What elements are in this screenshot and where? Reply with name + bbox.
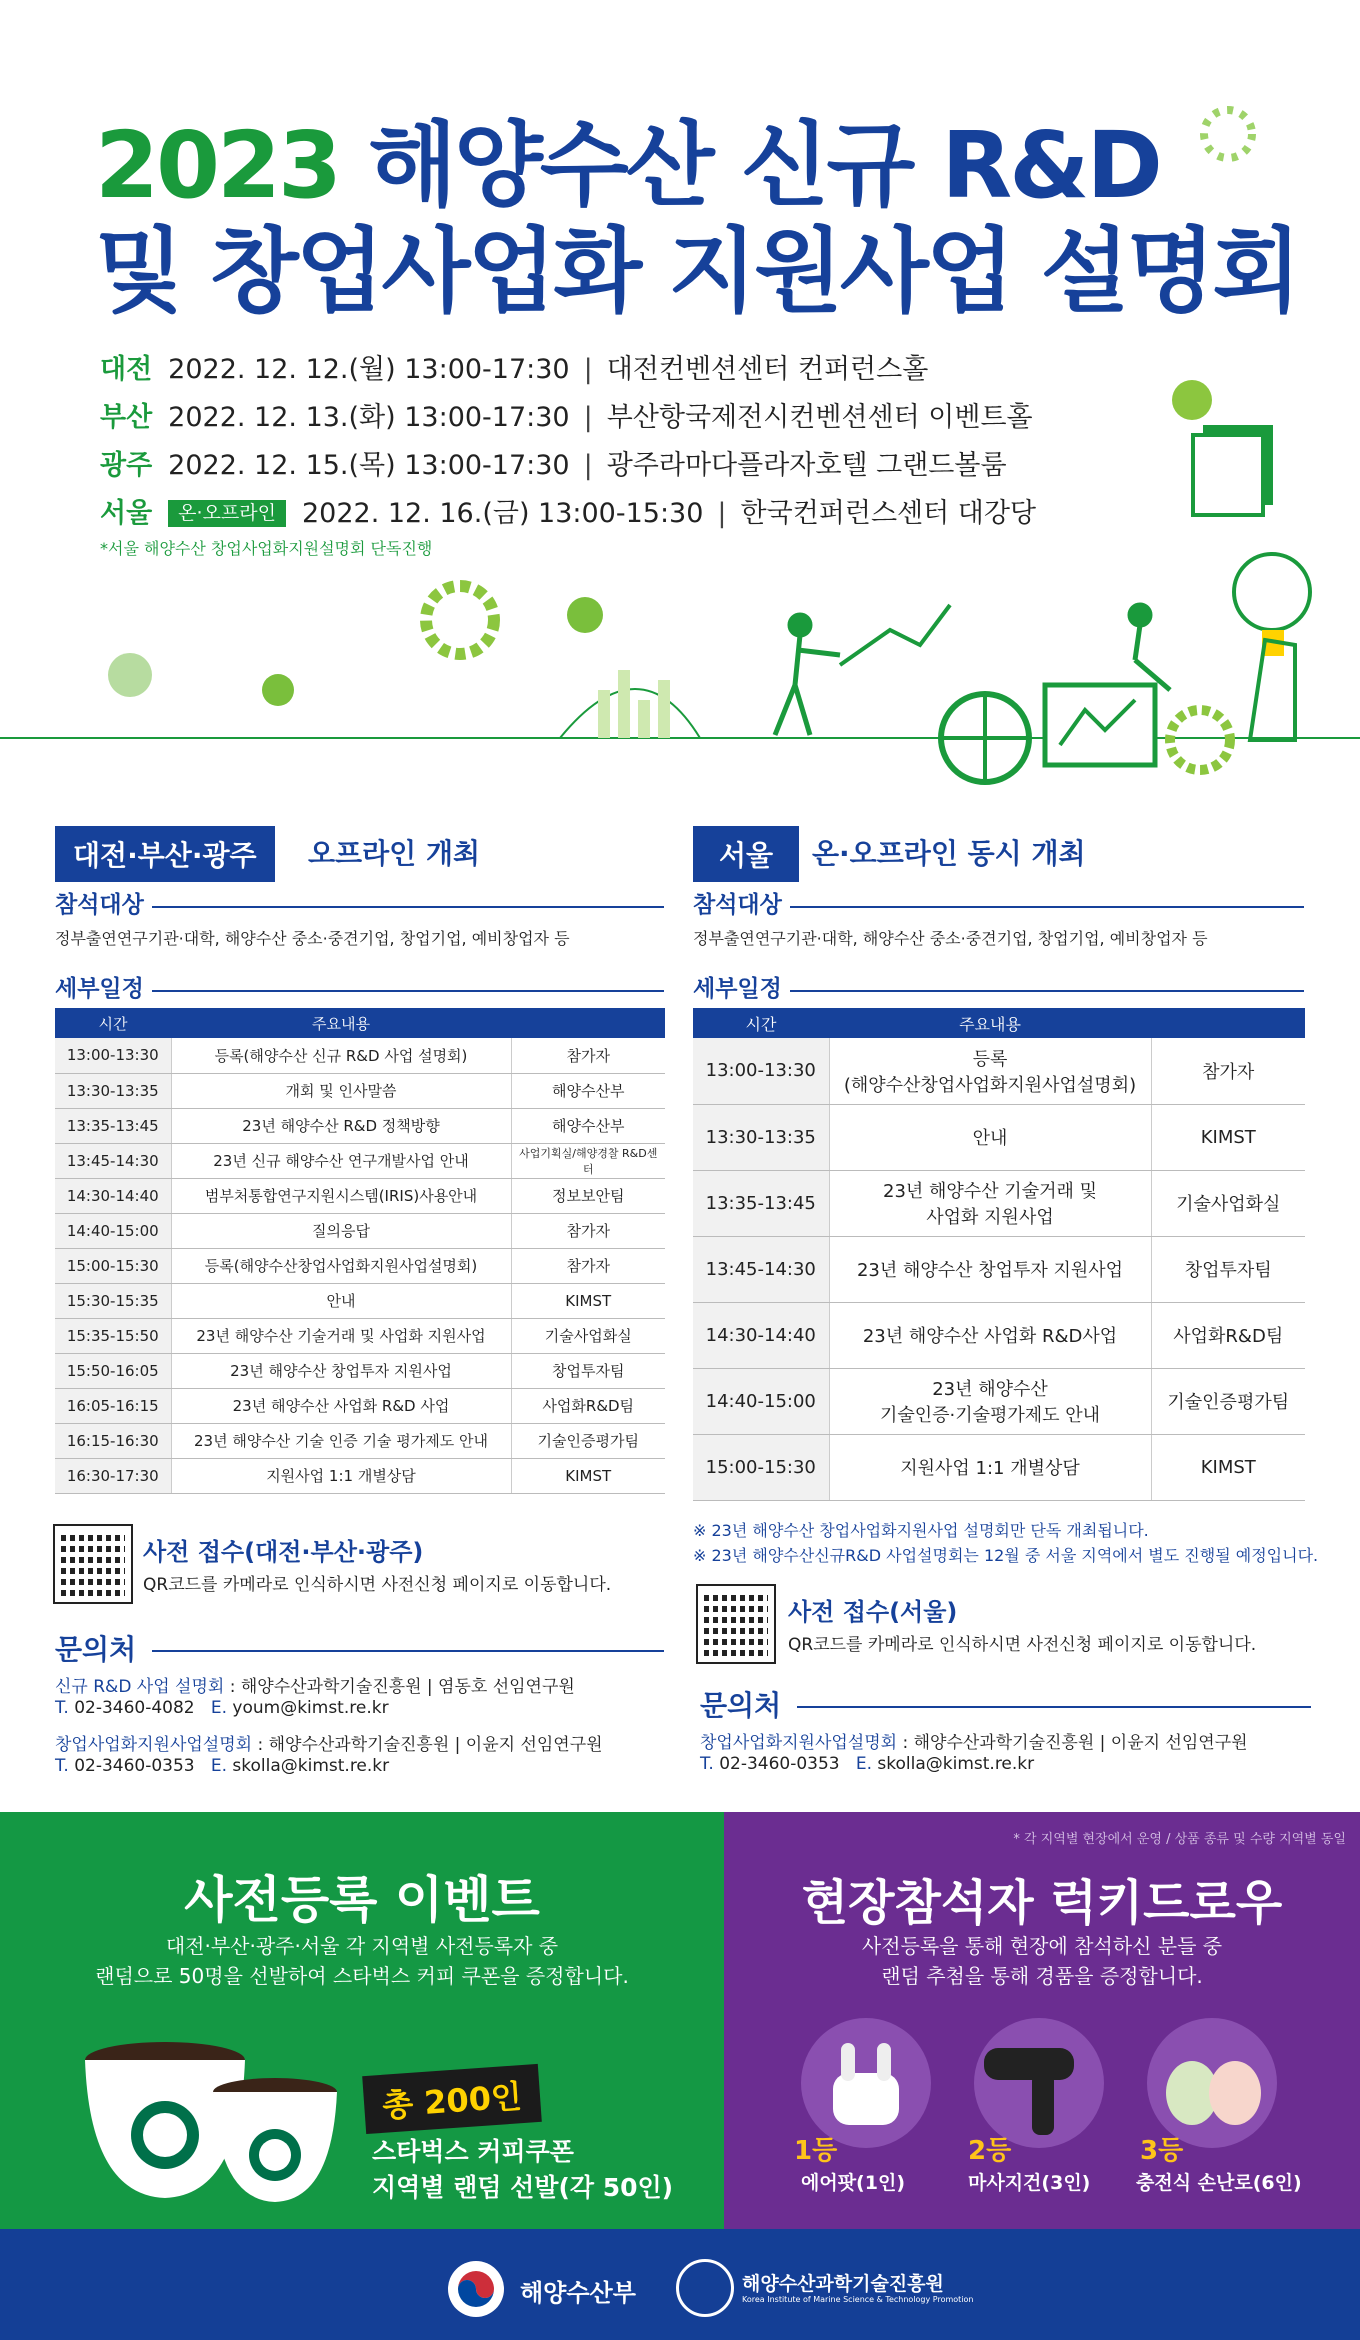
title-year: 2023 — [95, 112, 340, 219]
seoul-note: *서울 해양수산 창업사업화지원설명회 단독진행 — [100, 539, 433, 558]
cell-content: 지원사업 1:1 개별상담 — [171, 1458, 511, 1493]
right-qr-text: QR코드를 카메라로 인식하시면 사전신청 페이지로 이동합니다. — [788, 1635, 1257, 1655]
email-link[interactable]: youm@kimst.re.kr — [232, 1698, 389, 1718]
schedule-venue: 한국컨퍼런스센터 대강당 — [740, 498, 1037, 529]
cell-owner: 참가자 — [1151, 1038, 1305, 1104]
cell-content: 23년 해양수산 사업화 R&D 사업 — [171, 1388, 511, 1423]
table-row — [55, 1283, 665, 1318]
event-title: 사전등록 이벤트 — [184, 1871, 540, 1929]
cell-content: 안내 — [829, 1104, 1151, 1170]
table-row — [55, 1423, 665, 1458]
col-time: 시간 — [55, 1008, 171, 1038]
contact-org: 신규 R&D 사업 설명회 — [55, 1677, 225, 1697]
prize-rank-3: 3등 — [1140, 2136, 1184, 2166]
cell-owner: 해양수산부 — [511, 1108, 665, 1143]
divider — [152, 1650, 664, 1652]
mof-logo-icon — [448, 2261, 504, 2317]
cell-owner: 사업화R&D팀 — [511, 1388, 665, 1423]
contact-startup-phone — [55, 1756, 389, 1776]
cell-owner: 참가자 — [511, 1038, 665, 1073]
cell-content: 지원사업 1:1 개별상담 — [829, 1434, 1151, 1500]
city-label: 서울 — [100, 498, 153, 529]
prize-name-3: 충전식 손난로(6인) — [1136, 2172, 1302, 2194]
prize-line2: 지역별 랜덤 선발(각 50인) — [372, 2173, 674, 2202]
contact-rnd-phone — [55, 1698, 389, 1718]
tel-label: T. — [55, 1756, 69, 1776]
col-content: 주요내용 — [829, 1008, 1151, 1038]
city-label: 부산 — [100, 402, 153, 433]
left-target-text: 정부출연연구기관·대학, 해양수산 중소·중견기업, 창업기업, 예비창업자 등 — [55, 929, 570, 948]
lucky-draw-sub1: 사전등록을 통해 현장에 참석하신 분들 중 — [861, 1934, 1223, 1958]
cell-time: 13:35-13:45 — [693, 1170, 829, 1236]
separator: | — [717, 498, 727, 529]
contact-detail: : 해양수산과학기술진흥원 | 이윤지 선임연구원 — [252, 1735, 603, 1755]
table-row — [55, 1073, 665, 1108]
table-row — [55, 1353, 665, 1388]
cell-content: 등록 (해양수산창업사업화지원사업설명회) — [829, 1038, 1151, 1104]
cell-owner: 정보보안팀 — [511, 1178, 665, 1213]
cell-time: 13:00-13:30 — [55, 1038, 171, 1073]
cell-time: 14:40-15:00 — [55, 1213, 171, 1248]
table-row — [693, 1368, 1305, 1434]
cell-time: 15:50-16:05 — [55, 1353, 171, 1388]
left-qr-text: QR코드를 카메라로 인식하시면 사전신청 페이지로 이동합니다. — [143, 1575, 612, 1595]
lucky-draw-note: * 각 지역별 현장에서 운영 / 상품 종류 및 수량 지역별 동일 — [1013, 1832, 1346, 1847]
total-tag-text: 총 200인 — [380, 2077, 524, 2125]
airpods-image — [801, 2018, 931, 2148]
kimst-name-en: Korea Institute of Marine Science & Technology Promotion — [742, 2295, 974, 2304]
right-qr-code[interactable] — [698, 1586, 774, 1662]
cell-content: 질의응답 — [171, 1213, 511, 1248]
left-qr-title: 사전 접수(대전·부산·광주) — [143, 1538, 424, 1566]
cell-owner: KIMST — [1151, 1434, 1305, 1500]
separator: | — [583, 354, 593, 385]
cell-owner: 참가자 — [511, 1213, 665, 1248]
contact-startup — [55, 1730, 603, 1755]
contact-org: 창업사업화지원사업설명회 — [55, 1735, 253, 1755]
preregistration-event-panel — [0, 1812, 724, 2229]
coffee-cups-image — [80, 2030, 360, 2210]
cell-content: 23년 해양수산 사업화 R&D사업 — [829, 1302, 1151, 1368]
prize-rank-2: 2등 — [968, 2136, 1012, 2166]
cell-time: 14:30-14:40 — [693, 1302, 829, 1368]
lucky-draw-title: 현장참석자 럭키드로우 — [801, 1875, 1283, 1931]
header-illustration — [0, 100, 1360, 820]
tel: 02-3460-0353 — [74, 1756, 195, 1776]
cell-owner: 창업투자팀 — [1151, 1236, 1305, 1302]
tel: 02-3460-0353 — [719, 1754, 840, 1774]
contact-seoul-phone — [700, 1754, 1034, 1774]
cell-content: 23년 해양수산 R&D 정책방향 — [171, 1108, 511, 1143]
event-sub2: 랜덤으로 50명을 선발하여 스타벅스 커피 쿠폰을 증정합니다. — [95, 1964, 629, 1988]
cell-content: 등록(해양수산 신규 R&D 사업 설명회) — [171, 1038, 511, 1073]
cell-owner: 기술인증평가팀 — [1151, 1368, 1305, 1434]
separator: | — [583, 450, 593, 481]
left-schedule-label: 세부일정 — [55, 976, 144, 1002]
cell-owner: KIMST — [511, 1283, 665, 1318]
right-schedule-table — [693, 1008, 1305, 1501]
cell-owner: 기술인증평가팀 — [511, 1423, 665, 1458]
main-title-line2: 및 창업사업화 지원사업 설명회 — [95, 218, 1299, 325]
col-owner — [511, 1008, 665, 1038]
cell-time: 13:35-13:45 — [55, 1108, 171, 1143]
cell-time: 13:30-13:35 — [55, 1073, 171, 1108]
tel-label: T. — [700, 1754, 714, 1774]
email-label: E. — [210, 1698, 227, 1718]
cell-time: 14:40-15:00 — [693, 1368, 829, 1434]
schedule-date: 2022. 12. 13.(화) 13:00-17:30 — [168, 402, 570, 433]
table-row — [55, 1388, 665, 1423]
lucky-draw-panel — [724, 1812, 1360, 2229]
table-row — [55, 1248, 665, 1283]
email-link[interactable]: skolla@kimst.re.kr — [877, 1754, 1035, 1774]
right-heading: 온·오프라인 동시 개최 — [812, 837, 1086, 870]
cell-content: 범부처통합연구지원시스템(IRIS)사용안내 — [171, 1178, 511, 1213]
cell-time: 16:15-16:30 — [55, 1423, 171, 1458]
right-contact-label: 문의처 — [700, 1689, 782, 1722]
city-label: 대전 — [100, 354, 153, 385]
schedule-date: 2022. 12. 12.(월) 13:00-17:30 — [168, 354, 570, 385]
cell-time: 13:45-14:30 — [55, 1143, 171, 1178]
cell-content: 23년 신규 해양수산 연구개발사업 안내 — [171, 1143, 511, 1178]
table-row — [55, 1108, 665, 1143]
col-owner — [1151, 1008, 1305, 1038]
right-region-box: 서울 — [693, 826, 799, 882]
tel-label: T. — [55, 1698, 69, 1718]
contact-seoul — [700, 1728, 1248, 1753]
title-line1-rest: 해양수산 신규 R&D — [368, 112, 1160, 219]
cell-content: 개회 및 인사말씀 — [171, 1073, 511, 1108]
cell-time: 16:05-16:15 — [55, 1388, 171, 1423]
schedule-venue: 광주라마다플라자호텔 그랜드볼룸 — [606, 450, 1007, 481]
cell-owner: 참가자 — [511, 1248, 665, 1283]
cell-content: 등록(해양수산창업사업화지원사업설명회) — [171, 1248, 511, 1283]
email-label: E. — [855, 1754, 872, 1774]
cell-content: 23년 해양수산 기술거래 및 사업화 지원사업 — [171, 1318, 511, 1353]
cell-owner: 사업화R&D팀 — [1151, 1302, 1305, 1368]
right-note-1: ※ 23년 해양수산 창업사업화지원사업 설명회만 단독 개최됩니다. — [693, 1521, 1149, 1540]
right-note-2: ※ 23년 해양수산신규R&D 사업설명회는 12월 중 서울 지역에서 별도 진행될 예정입니다. — [693, 1546, 1319, 1565]
right-target-label: 참석대상 — [693, 892, 782, 918]
col-time: 시간 — [693, 1008, 829, 1038]
divider — [797, 1706, 1311, 1708]
cell-time: 13:30-13:35 — [693, 1104, 829, 1170]
table-row — [693, 1236, 1305, 1302]
right-schedule-label: 세부일정 — [693, 976, 782, 1002]
divider — [152, 906, 664, 908]
cell-content: 23년 해양수산 기술거래 및 사업화 지원사업 — [829, 1170, 1151, 1236]
right-target-text: 정부출연연구기관·대학, 해양수산 중소·중견기업, 창업기업, 예비창업자 등 — [693, 929, 1208, 948]
email-label: E. — [210, 1756, 227, 1776]
table-row — [55, 1178, 665, 1213]
table-row — [55, 1038, 665, 1073]
table-row — [55, 1458, 665, 1493]
mof-name: 해양수산부 — [520, 2279, 636, 2307]
massage-gun-image — [974, 2018, 1104, 2148]
cell-owner: 사업기획실/해양경찰 R&D센터 — [511, 1143, 665, 1178]
table-row — [55, 1143, 665, 1178]
prize-line1: 스타벅스 커피쿠폰 — [372, 2137, 574, 2166]
cell-owner: 창업투자팀 — [511, 1353, 665, 1388]
cell-time: 15:00-15:30 — [693, 1434, 829, 1500]
left-region-box: 대전·부산·광주 — [55, 826, 275, 882]
cell-owner: 해양수산부 — [511, 1073, 665, 1108]
table-row — [693, 1302, 1305, 1368]
city-label: 광주 — [100, 450, 153, 481]
contact-org: 창업사업화지원사업설명회 — [700, 1733, 898, 1753]
schedule-date: 2022. 12. 15.(목) 13:00-17:30 — [168, 450, 570, 481]
cell-content: 안내 — [171, 1283, 511, 1318]
online-badge: 온·오프라인 — [168, 500, 286, 527]
left-contact-label: 문의처 — [55, 1633, 137, 1666]
schedule-date: 2022. 12. 16.(금) 13:00-15:30 — [301, 498, 704, 529]
left-schedule-table — [55, 1008, 665, 1494]
contact-rnd — [55, 1672, 575, 1697]
cell-time: 15:00-15:30 — [55, 1248, 171, 1283]
tel: 02-3460-4082 — [74, 1698, 195, 1718]
cell-owner: KIMST — [511, 1458, 665, 1493]
prize-name-1: 에어팟(1인) — [801, 2172, 906, 2194]
left-qr-code[interactable] — [55, 1526, 131, 1602]
cell-content: 23년 해양수산 창업투자 지원사업 — [171, 1353, 511, 1388]
right-qr-title: 사전 접수(서울) — [788, 1598, 958, 1626]
cell-time: 15:30-15:35 — [55, 1283, 171, 1318]
table-row — [693, 1434, 1305, 1500]
kimst-logo-icon — [676, 2259, 734, 2317]
divider — [790, 906, 1304, 908]
cell-time: 16:30-17:30 — [55, 1458, 171, 1493]
col-content: 주요내용 — [171, 1008, 511, 1038]
separator: | — [583, 402, 593, 433]
contact-detail: : 해양수산과학기술진흥원 | 이윤지 선임연구원 — [897, 1733, 1248, 1753]
footer-bar — [0, 2229, 1360, 2340]
prize-name-2: 마사지건(3인) — [968, 2172, 1091, 2194]
divider — [790, 990, 1304, 992]
cell-content: 23년 해양수산 창업투자 지원사업 — [829, 1236, 1151, 1302]
table-row — [55, 1318, 665, 1353]
table-row — [693, 1170, 1305, 1236]
hand-warmer-image — [1147, 2018, 1277, 2148]
cell-content: 23년 해양수산 기술 인증 기술 평가제도 안내 — [171, 1423, 511, 1458]
divider — [152, 990, 664, 992]
kimst-name: 해양수산과학기술진흥원 — [742, 2273, 944, 2295]
contact-detail: : 해양수산과학기술진흥원 | 염동호 선임연구원 — [224, 1677, 575, 1697]
cell-owner: 기술사업화실 — [511, 1318, 665, 1353]
cell-time: 14:30-14:40 — [55, 1178, 171, 1213]
lucky-draw-sub2: 랜덤 추첨을 통해 경품을 증정합니다. — [881, 1964, 1203, 1988]
cell-time: 13:00-13:30 — [693, 1038, 829, 1104]
schedule-venue: 부산항국제전시컨벤션센터 이벤트홀 — [606, 402, 1033, 433]
table-row — [55, 1213, 665, 1248]
cell-time: 15:35-15:50 — [55, 1318, 171, 1353]
total-tag — [362, 2064, 541, 2134]
event-sub1: 대전·부산·광주·서울 각 지역별 사전등록자 중 — [165, 1934, 559, 1958]
cell-time: 13:45-14:30 — [693, 1236, 829, 1302]
cell-content: 23년 해양수산 기술인증·기술평가제도 안내 — [829, 1368, 1151, 1434]
prize-rank-1: 1등 — [794, 2136, 838, 2166]
left-heading: 오프라인 개최 — [308, 837, 481, 870]
schedule-venue: 대전컨벤션센터 컨퍼런스홀 — [606, 354, 929, 385]
table-row — [693, 1104, 1305, 1170]
email-link[interactable]: skolla@kimst.re.kr — [232, 1756, 390, 1776]
cell-owner: KIMST — [1151, 1104, 1305, 1170]
cell-owner: 기술사업화실 — [1151, 1170, 1305, 1236]
left-target-label: 참석대상 — [55, 892, 144, 918]
table-row — [693, 1038, 1305, 1104]
